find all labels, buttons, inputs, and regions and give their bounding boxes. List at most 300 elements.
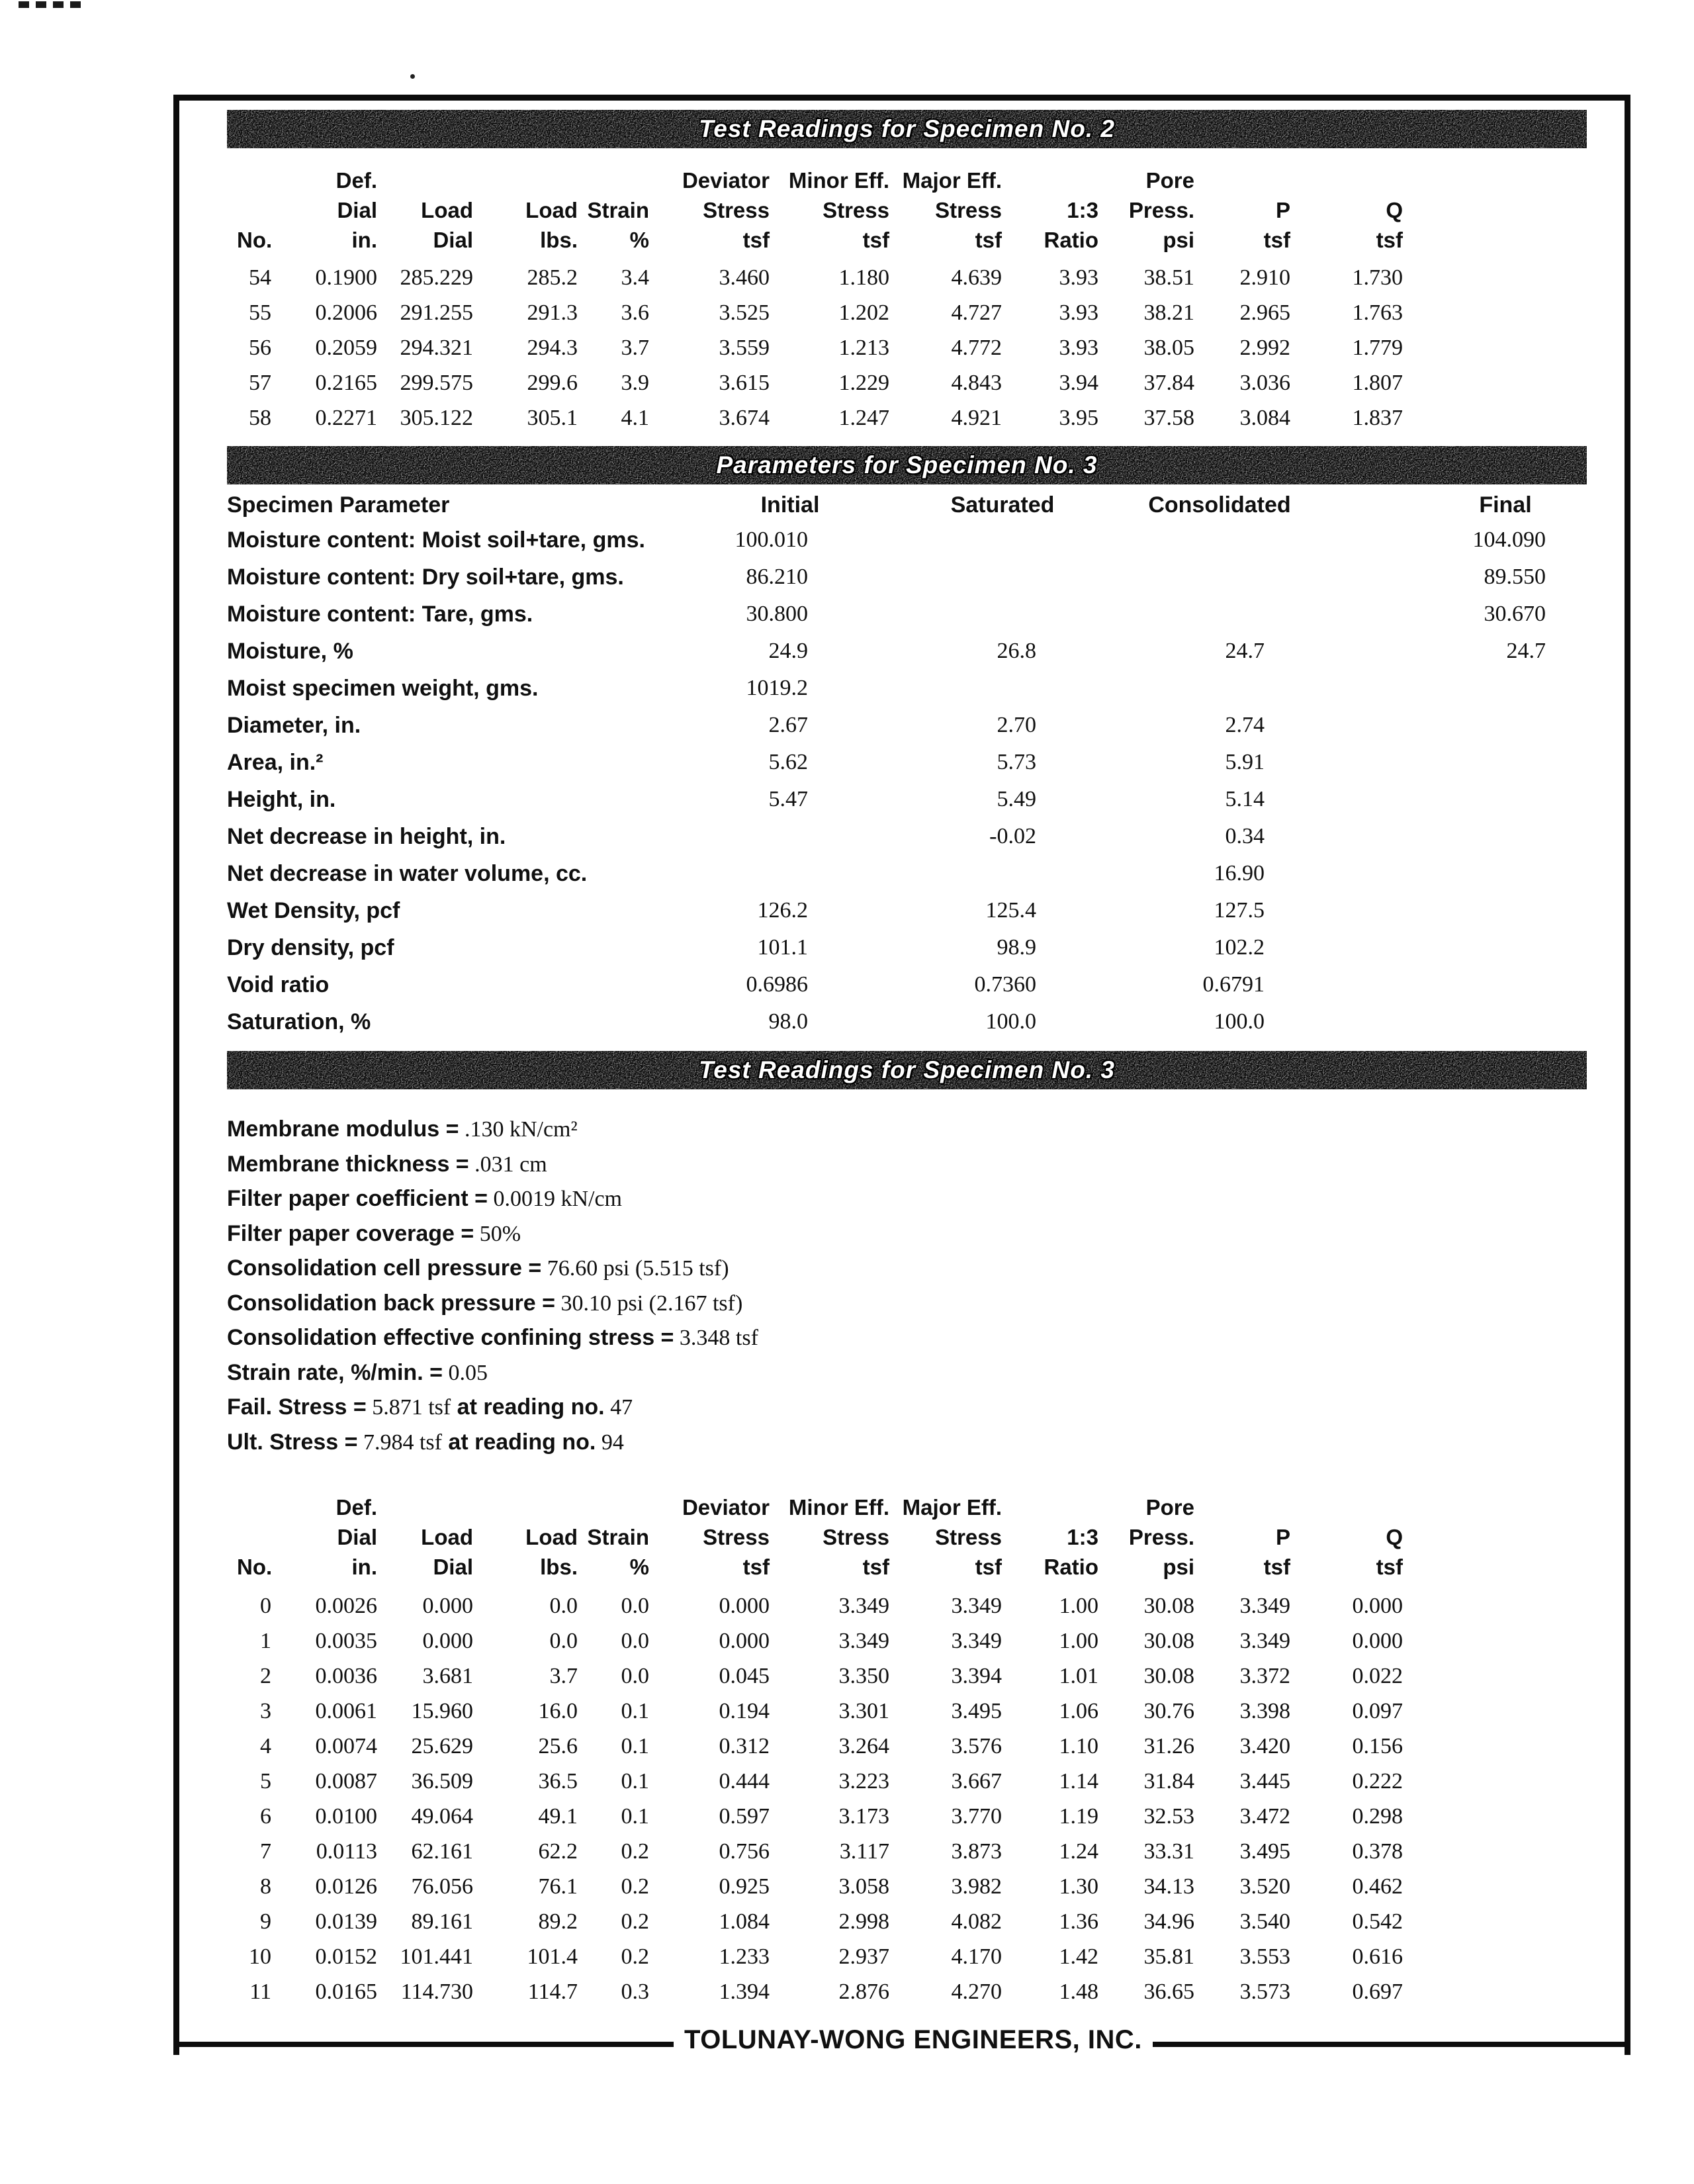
readings2-column-headers — [237, 165, 1625, 255]
table-cell: 0.0087 — [315, 1768, 377, 1794]
note-label: Strain rate, %/min. = — [227, 1359, 443, 1385]
column-header: Strain % — [587, 198, 649, 252]
table-cell: 3.301 — [838, 1698, 889, 1723]
table-cell: 7 — [260, 1839, 271, 1864]
table-cell: 4.843 — [951, 370, 1002, 395]
table-cell: 0.0 — [621, 1628, 649, 1653]
column-header-final: Final — [1479, 492, 1532, 518]
table-cell: 1.229 — [838, 370, 889, 395]
table-cell: 3.573 — [1239, 1979, 1290, 2004]
table-cell: 3.540 — [1239, 1909, 1290, 1934]
column-header: Def. Dial in. — [335, 168, 377, 252]
column-header: Pore Press. psi — [1128, 168, 1194, 252]
table-cell: 0.616 — [1352, 1944, 1403, 1969]
table-cell: 1.30 — [1059, 1874, 1098, 1899]
table-cell: 0.0026 — [315, 1593, 377, 1618]
table-cell: 3 — [260, 1698, 271, 1723]
note-label: Fail. Stress = — [227, 1394, 367, 1420]
table-cell: 1.084 — [719, 1909, 770, 1934]
table-cell: 1.10 — [1059, 1733, 1098, 1758]
table-cell: 0.0036 — [315, 1663, 377, 1688]
table-cell: 98.9 — [997, 935, 1036, 960]
table-cell: 3.7 — [621, 335, 649, 360]
note-label: Membrane modulus = — [227, 1116, 459, 1142]
table-cell: 3.264 — [838, 1733, 889, 1758]
column-header: Def. Dial in. — [335, 1495, 377, 1579]
table-row — [237, 1588, 1625, 1623]
column-header: P tsf — [1263, 198, 1290, 252]
table-cell: 0.7360 — [974, 972, 1036, 997]
table-cell: 3.6 — [621, 300, 649, 325]
table-cell: 1.837 — [1352, 405, 1403, 430]
table-cell: 4.772 — [951, 335, 1002, 360]
table-cell: 4.921 — [951, 405, 1002, 430]
table-cell: 0.925 — [719, 1874, 770, 1899]
table-cell: 1.779 — [1352, 335, 1403, 360]
table-cell: 32.53 — [1143, 1803, 1194, 1829]
table-cell: 3.982 — [951, 1874, 1002, 1899]
table-cell: Wet Density, pcf — [227, 897, 400, 923]
table-cell: 30.08 — [1143, 1593, 1194, 1618]
table-cell: 0.222 — [1352, 1768, 1403, 1794]
table-cell: 62.2 — [538, 1839, 578, 1864]
table-cell: 37.58 — [1143, 405, 1194, 430]
params3-column-headers — [179, 488, 1625, 522]
table-cell: 0.2 — [621, 1944, 649, 1969]
table-cell: 100.0 — [1214, 1009, 1265, 1034]
table-cell: 294.321 — [400, 335, 473, 360]
table-cell: 0.0 — [549, 1593, 578, 1618]
table-cell: 3.94 — [1059, 370, 1098, 395]
column-header: Load lbs. — [525, 1525, 578, 1579]
table-cell: 31.84 — [1143, 1768, 1194, 1794]
table-cell: 3.9 — [621, 370, 649, 395]
table-cell: 5.73 — [997, 750, 1036, 774]
table-cell: 3.349 — [951, 1628, 1002, 1653]
note-label: Consolidation effective confining stress = — [227, 1325, 674, 1350]
note-value: 94 — [596, 1430, 624, 1455]
table-cell: 1.807 — [1352, 370, 1403, 395]
table-row — [237, 330, 1625, 365]
table-cell: 0.000 — [1352, 1593, 1403, 1618]
table-cell: 2.965 — [1239, 300, 1290, 325]
table-cell: 285.229 — [400, 265, 473, 290]
table-cell: 3.4 — [621, 265, 649, 290]
note-line — [227, 1112, 1625, 1147]
table-cell: 126.2 — [757, 898, 808, 923]
note-line — [227, 1251, 1625, 1286]
table-cell: 0.0152 — [315, 1944, 377, 1969]
readings3-column-headers — [237, 1492, 1625, 1582]
column-header: Major Eff. Stress tsf — [902, 168, 1002, 252]
note-value: 0.0019 kN/cm — [487, 1187, 622, 1211]
note-line — [227, 1355, 1625, 1390]
table-cell: 3.615 — [719, 370, 770, 395]
table-cell: 0.045 — [719, 1663, 770, 1688]
column-header-specimen-parameter: Specimen Parameter — [227, 492, 450, 518]
table-cell: 3.036 — [1239, 370, 1290, 395]
table-cell: 2.998 — [838, 1909, 889, 1934]
table-cell: 1.00 — [1059, 1628, 1098, 1653]
table-cell: 0.6791 — [1202, 972, 1265, 997]
table-cell: 0.34 — [1225, 824, 1265, 848]
table-cell: 100.010 — [735, 527, 808, 552]
table-cell: 5.14 — [1225, 787, 1265, 811]
table-cell: 0.597 — [719, 1803, 770, 1829]
note-label: Consolidation back pressure = — [227, 1290, 555, 1316]
note-value: .130 kN/cm² — [459, 1117, 578, 1142]
note-line — [227, 1320, 1625, 1355]
table-cell: 1.202 — [838, 300, 889, 325]
table-cell: 49.064 — [411, 1803, 473, 1829]
section-title: Test Readings for Specimen No. 2 — [699, 115, 1115, 142]
table-cell: 0.2271 — [315, 405, 377, 430]
column-header: Minor Eff. Stress tsf — [788, 168, 889, 252]
note-value: 76.60 psi (5.515 tsf) — [541, 1256, 729, 1281]
table-cell: 98.0 — [768, 1009, 808, 1034]
table-cell: 0.2 — [621, 1839, 649, 1864]
table-cell: 76.1 — [538, 1874, 578, 1899]
note-value: 50% — [474, 1221, 521, 1246]
note-value: 47 — [604, 1395, 633, 1420]
table-cell: 4.082 — [951, 1909, 1002, 1934]
section-bar-readings-specimen-2 — [227, 110, 1587, 148]
table-cell: 1.213 — [838, 335, 889, 360]
table-cell: 3.520 — [1239, 1874, 1290, 1899]
table-row — [227, 633, 1625, 670]
note-value: 30.10 psi (2.167 tsf) — [555, 1291, 743, 1316]
table-cell: 0.000 — [719, 1593, 770, 1618]
table-cell: 16.0 — [538, 1698, 578, 1723]
table-cell: 30.670 — [1484, 602, 1546, 626]
table-cell: 1.180 — [838, 265, 889, 290]
note-line — [227, 1216, 1625, 1251]
table-cell: 89.161 — [411, 1909, 473, 1934]
table-row — [237, 260, 1625, 295]
company-name: TOLUNAY-WONG ENGINEERS, INC. — [684, 2025, 1142, 2054]
table-cell: 0.3 — [621, 1979, 649, 2004]
table-cell: 3.420 — [1239, 1733, 1290, 1758]
table-cell: 10 — [249, 1944, 271, 1969]
column-header: Load Dial — [421, 1525, 473, 1579]
table-cell: 1.06 — [1059, 1698, 1098, 1723]
table-cell: 4.1 — [621, 405, 649, 430]
table-cell: 0.1 — [621, 1733, 649, 1758]
table-cell: 3.495 — [951, 1698, 1002, 1723]
column-header: Minor Eff. Stress tsf — [788, 1495, 889, 1579]
table-cell: Saturation, % — [227, 1009, 371, 1034]
table-cell: 305.122 — [400, 405, 473, 430]
table-cell: 56 — [249, 335, 271, 360]
table-cell: 4.639 — [951, 265, 1002, 290]
table-cell: 35.81 — [1143, 1944, 1194, 1969]
table-row — [227, 559, 1625, 596]
table-cell: 3.460 — [719, 265, 770, 290]
section-bar-parameters-specimen-3 — [227, 446, 1587, 484]
table-cell: 1.48 — [1059, 1979, 1098, 2004]
table-cell: 89.2 — [538, 1909, 578, 1934]
table-cell: 1 — [260, 1628, 271, 1653]
note-value: .031 cm — [468, 1152, 547, 1177]
table-cell: 57 — [249, 370, 271, 395]
table-cell: 62.161 — [411, 1839, 473, 1864]
table-cell: 0.378 — [1352, 1839, 1403, 1864]
table-cell: 33.31 — [1143, 1839, 1194, 1864]
table-cell: 0.156 — [1352, 1733, 1403, 1758]
table-cell: 3.058 — [838, 1874, 889, 1899]
column-header: Load lbs. — [525, 198, 578, 252]
table-cell: 25.6 — [538, 1733, 578, 1758]
table-cell: 24.7 — [1506, 639, 1546, 663]
table-cell: Moist specimen weight, gms. — [227, 675, 539, 701]
table-row — [237, 1939, 1625, 1974]
table-cell: 58 — [249, 405, 271, 430]
table-cell: Moisture content: Dry soil+tare, gms. — [227, 564, 624, 590]
table-cell: 0.0035 — [315, 1628, 377, 1653]
table-cell: 0.194 — [719, 1698, 770, 1723]
table-cell: 291.255 — [400, 300, 473, 325]
table-cell: 89.550 — [1484, 565, 1546, 589]
column-header: Q tsf — [1376, 198, 1403, 252]
table-cell: 3.223 — [838, 1768, 889, 1794]
table-cell: Moisture content: Tare, gms. — [227, 601, 533, 627]
table-cell: 0.0126 — [315, 1874, 377, 1899]
table-cell: 100.0 — [985, 1009, 1036, 1034]
table-cell: Dry density, pcf — [227, 934, 394, 960]
table-cell: 76.056 — [411, 1874, 473, 1899]
table-cell: 0.0165 — [315, 1979, 377, 2004]
table-row — [227, 1003, 1625, 1040]
table-cell: Moisture, % — [227, 638, 353, 664]
table-cell: 55 — [249, 300, 271, 325]
table-cell: 2.992 — [1239, 335, 1290, 360]
table-row — [227, 855, 1625, 892]
page-footer — [173, 2025, 1630, 2059]
note-line — [227, 1286, 1625, 1321]
table-cell: 3.084 — [1239, 405, 1290, 430]
table-cell: 0.6986 — [746, 972, 808, 997]
table-cell: 1.394 — [719, 1979, 770, 2004]
readings3-table — [237, 1588, 1625, 2009]
table-cell: 26.8 — [997, 639, 1036, 663]
table-cell: 1.763 — [1352, 300, 1403, 325]
table-cell: 102.2 — [1214, 935, 1265, 960]
table-cell: 30.76 — [1143, 1698, 1194, 1723]
table-cell: 3.7 — [549, 1663, 578, 1688]
section-bar-readings-specimen-3 — [227, 1051, 1587, 1089]
table-cell: 0.2059 — [315, 335, 377, 360]
column-header: Deviator Stress tsf — [682, 168, 770, 252]
note-label: at reading no. — [451, 1394, 605, 1420]
table-cell: 3.553 — [1239, 1944, 1290, 1969]
table-row — [227, 596, 1625, 633]
table-cell: 8 — [260, 1874, 271, 1899]
table-cell: 4 — [260, 1733, 271, 1758]
table-row — [237, 1659, 1625, 1694]
note-label: at reading no. — [441, 1429, 596, 1455]
table-cell: 36.509 — [411, 1768, 473, 1794]
note-value: 7.984 tsf — [357, 1430, 442, 1455]
table-cell: 30.800 — [746, 602, 808, 626]
table-cell: 0 — [260, 1593, 271, 1618]
note-label: Filter paper coefficient = — [227, 1186, 488, 1211]
table-cell: 38.51 — [1143, 265, 1194, 290]
table-row — [237, 1764, 1625, 1799]
table-cell: 6 — [260, 1803, 271, 1829]
table-cell: 3.93 — [1059, 335, 1098, 360]
table-cell: 0.2006 — [315, 300, 377, 325]
table-cell: 101.1 — [757, 935, 808, 960]
table-cell: 3.873 — [951, 1839, 1002, 1864]
table-cell: 5.91 — [1225, 750, 1265, 774]
table-cell: 3.93 — [1059, 265, 1098, 290]
table-cell: 0.1900 — [315, 265, 377, 290]
column-header: Q tsf — [1376, 1525, 1403, 1579]
table-cell: 3.472 — [1239, 1803, 1290, 1829]
table-cell: 3.117 — [839, 1839, 889, 1864]
table-cell: 1.247 — [838, 405, 889, 430]
table-row — [237, 400, 1625, 435]
table-row — [237, 1729, 1625, 1764]
table-cell: 0.462 — [1352, 1874, 1403, 1899]
table-cell: 3.349 — [838, 1593, 889, 1618]
table-cell: 3.667 — [951, 1768, 1002, 1794]
column-header: No. — [237, 228, 273, 252]
table-cell: 1.00 — [1059, 1593, 1098, 1618]
table-row — [227, 670, 1625, 707]
table-cell: 4.727 — [951, 300, 1002, 325]
table-cell: 49.1 — [538, 1803, 578, 1829]
table-cell: 5 — [260, 1768, 271, 1794]
table-cell: 3.349 — [1239, 1628, 1290, 1653]
table-cell: 299.6 — [527, 370, 578, 395]
table-cell: 16.90 — [1214, 861, 1265, 886]
table-cell: 104.090 — [1472, 527, 1546, 552]
table-row — [237, 1623, 1625, 1659]
column-header: Major Eff. Stress tsf — [902, 1495, 1002, 1579]
table-cell: 0.0 — [549, 1628, 578, 1653]
table-cell: 1.233 — [719, 1944, 770, 1969]
table-row — [227, 744, 1625, 781]
table-row — [227, 892, 1625, 929]
table-cell: 0.000 — [422, 1593, 473, 1618]
table-cell: 0.0100 — [315, 1803, 377, 1829]
table-cell: 3.349 — [951, 1593, 1002, 1618]
table-cell: 3.95 — [1059, 405, 1098, 430]
table-cell: 0.2 — [621, 1909, 649, 1934]
note-label: Consolidation cell pressure = — [227, 1255, 542, 1281]
table-cell: 1.24 — [1059, 1839, 1098, 1864]
table-row — [227, 781, 1625, 818]
table-cell: 0.0074 — [315, 1733, 377, 1758]
table-cell: 38.05 — [1143, 335, 1194, 360]
column-header-initial: Initial — [760, 492, 820, 518]
table-cell: 2.910 — [1239, 265, 1290, 290]
table-cell: 0.0113 — [316, 1839, 377, 1864]
params3-table — [227, 522, 1625, 1040]
table-cell: 30.08 — [1143, 1663, 1194, 1688]
note-label: Ult. Stress = — [227, 1429, 358, 1455]
table-cell: 3.350 — [838, 1663, 889, 1688]
table-cell: 24.7 — [1225, 639, 1265, 663]
footer-rule-right — [1153, 2042, 1630, 2047]
table-cell: 2.74 — [1225, 713, 1265, 737]
table-cell: 299.575 — [400, 370, 473, 395]
table-cell: 0.756 — [719, 1839, 770, 1864]
table-cell: -0.02 — [989, 824, 1036, 848]
table-cell: 0.2 — [621, 1874, 649, 1899]
table-cell: 34.13 — [1143, 1874, 1194, 1899]
table-row — [227, 966, 1625, 1003]
column-header: P tsf — [1263, 1525, 1290, 1579]
table-cell: 0.1 — [621, 1698, 649, 1723]
table-cell: 36.5 — [538, 1768, 578, 1794]
test-parameter-notes — [227, 1112, 1625, 1459]
table-cell: Void ratio — [227, 972, 330, 997]
table-cell: 54 — [249, 265, 271, 290]
table-cell: 3.349 — [1239, 1593, 1290, 1618]
table-row — [227, 707, 1625, 744]
table-cell: 0.0061 — [315, 1698, 377, 1723]
table-cell: 0.298 — [1352, 1803, 1403, 1829]
table-cell: 86.210 — [746, 565, 808, 589]
report-frame — [173, 95, 1630, 2055]
table-cell: 4.170 — [951, 1944, 1002, 1969]
table-cell: 9 — [260, 1909, 271, 1934]
table-row — [237, 1904, 1625, 1939]
table-row — [237, 295, 1625, 330]
table-row — [227, 929, 1625, 966]
table-cell: 0.0139 — [315, 1909, 377, 1934]
table-cell: 114.730 — [400, 1979, 473, 2004]
table-cell: 0.2165 — [315, 370, 377, 395]
column-header: 1:3 Ratio — [1044, 1525, 1098, 1579]
column-header: Deviator Stress tsf — [682, 1495, 770, 1579]
readings2-table — [237, 260, 1625, 435]
table-cell: 1.42 — [1059, 1944, 1098, 1969]
table-cell: 3.372 — [1239, 1663, 1290, 1688]
note-line — [227, 1147, 1625, 1182]
table-cell: 37.84 — [1143, 370, 1194, 395]
table-cell: 3.394 — [951, 1663, 1002, 1688]
table-cell: 3.576 — [951, 1733, 1002, 1758]
table-cell: 3.445 — [1239, 1768, 1290, 1794]
table-cell: 3.559 — [719, 335, 770, 360]
table-cell: 0.000 — [1352, 1628, 1403, 1653]
table-cell: 3.525 — [719, 300, 770, 325]
table-cell: 1.730 — [1352, 265, 1403, 290]
note-value: 3.348 tsf — [674, 1326, 758, 1350]
table-cell: 31.26 — [1143, 1733, 1194, 1758]
table-cell: Net decrease in height, in. — [227, 823, 506, 849]
table-cell: 36.65 — [1143, 1979, 1194, 2004]
table-cell: 0.542 — [1352, 1909, 1403, 1934]
scan-artifact-dashes — [19, 1, 82, 8]
table-cell: 3.770 — [951, 1803, 1002, 1829]
table-cell: 2.876 — [838, 1979, 889, 2004]
table-cell: 1.36 — [1059, 1909, 1098, 1934]
table-cell: 285.2 — [527, 265, 578, 290]
footer-rule-left — [173, 2042, 674, 2047]
note-line — [227, 1425, 1625, 1460]
table-cell: 0.022 — [1352, 1663, 1403, 1688]
table-cell: 294.3 — [527, 335, 578, 360]
column-header: Pore Press. psi — [1128, 1495, 1194, 1579]
table-cell: 2.70 — [997, 713, 1036, 737]
table-cell: 38.21 — [1143, 300, 1194, 325]
table-cell: 0.444 — [719, 1768, 770, 1794]
column-header: No. — [237, 1555, 273, 1579]
